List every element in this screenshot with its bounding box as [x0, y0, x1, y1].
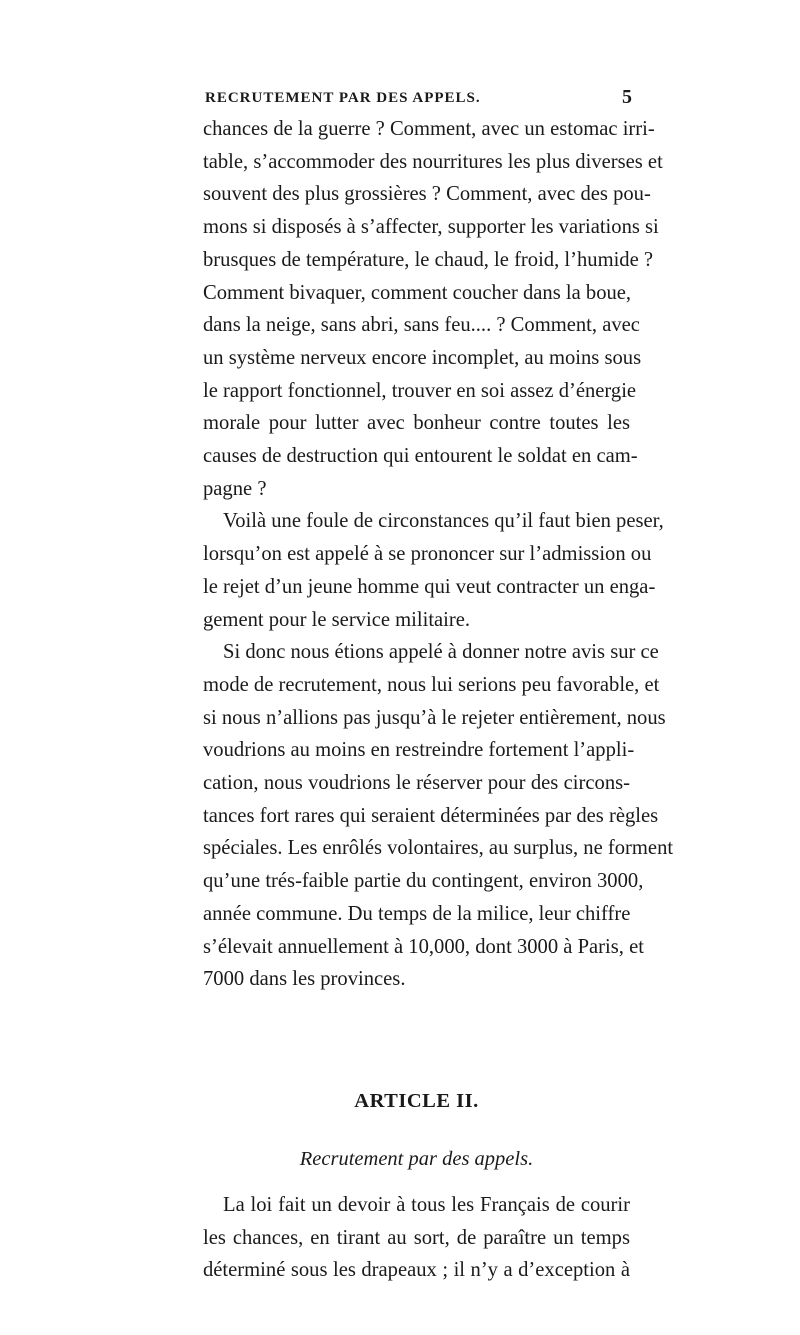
- text-line: spéciales. Les enrôlés volontaires, au surplus, ne forment: [203, 837, 674, 860]
- text-line: pagne ?: [203, 477, 267, 500]
- text-line: La loi fait un devoir à tous les Français de courir: [223, 1194, 630, 1216]
- text-line: si nous n’allions pas jusqu’à le rejeter entièrement, nous: [203, 706, 666, 729]
- text-line: cation, nous voudrions le réserver pour des circons-: [203, 772, 630, 795]
- text-line: morale pour lutter avec bonheur contre toutes les: [203, 412, 630, 435]
- article-subheading: Recrutement par des appels.: [299, 1148, 534, 1170]
- text-line: gement pour le service militaire.: [203, 608, 471, 631]
- text-line: Comment bivaquer, comment coucher dans la boue,: [203, 281, 632, 304]
- paragraph-3-cont: [203, 669, 674, 996]
- text-line: chances de la guerre ? Comment, avec un estomac irri-: [203, 118, 655, 140]
- paragraph-2: [203, 505, 664, 538]
- text-line: lorsqu’on est appelé à se prononcer sur l’admission ou: [203, 543, 652, 566]
- text-line: souvent des plus grossières ? Comment, avec des pou-: [203, 183, 651, 206]
- text-line: causes de destruction qui entourent le soldat en cam-: [203, 445, 638, 468]
- text-line: Voilà une foule de circonstances qu’il faut bien peser,: [223, 510, 664, 533]
- text-line: qu’une trés-faible partie du contingent, environ 3000,: [203, 870, 644, 893]
- text-line: 7000 dans les provinces.: [203, 968, 406, 991]
- text-line: tances fort rares qui seraient déterminées par des règles: [203, 804, 659, 827]
- text-line: année commune. Du temps de la milice, leur chiffre: [203, 902, 631, 925]
- text-line: mons si disposés à s’affecter, supporter les variations si: [203, 216, 659, 239]
- text-line: un système nerveux encore incomplet, au moins sous: [203, 346, 642, 369]
- text-line: mode de recrutement, nous lui serions peu favorable, et: [203, 673, 660, 696]
- paragraph-3: [203, 636, 659, 669]
- text-line: s’élevait annuellement à 10,000, dont 3000 à Paris, et: [203, 935, 644, 958]
- text-line: le rejet d’un jeune homme qui veut contracter un enga-: [203, 575, 656, 598]
- text-line: le rapport fonctionnel, trouver en soi assez d’énergie: [203, 379, 637, 402]
- paragraph-1: [203, 113, 663, 505]
- paragraph-4: [203, 1189, 630, 1222]
- body-text: [203, 113, 674, 996]
- text-line: Si donc nous étions appelé à donner notre avis sur ce: [223, 641, 659, 664]
- article-heading: ARTICLE II.: [354, 1090, 479, 1112]
- page-number: 5: [622, 86, 633, 108]
- paragraph-4-cont: [203, 1222, 630, 1287]
- final-paragraph: [203, 1189, 630, 1287]
- text-line: les chances, en tirant au sort, de paraître un temps: [203, 1226, 630, 1249]
- running-head: [205, 86, 633, 112]
- text-line: table, s’accommoder des nourritures les plus diverses et: [203, 150, 663, 173]
- text-line: voudrions au moins en restreindre fortement l’appli-: [203, 739, 635, 762]
- text-line: brusques de température, le chaud, le froid, l’humide ?: [203, 248, 654, 271]
- paragraph-2-cont: [203, 538, 656, 636]
- running-title: RECRUTEMENT PAR DES APPELS.: [205, 90, 481, 106]
- text-line: déterminé sous les drapeaux ; il n’y a d’exception à: [203, 1259, 630, 1282]
- text-line: dans la neige, sans abri, sans feu.... ? Comment, avec: [203, 314, 640, 337]
